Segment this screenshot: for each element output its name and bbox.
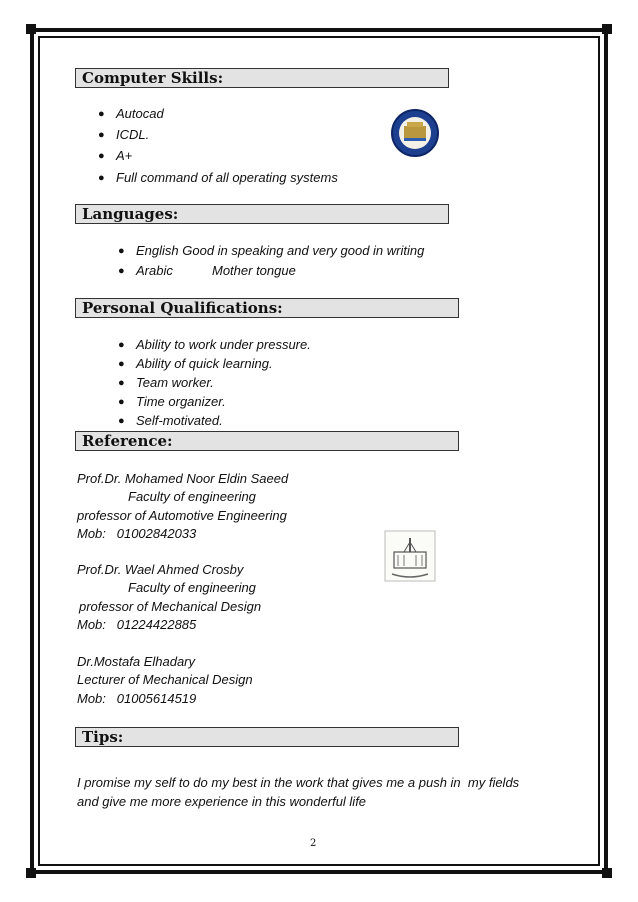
- reference-mobile: Mob: 01005614519: [77, 691, 197, 706]
- list-item: English Good in speaking and very good in writing: [136, 243, 425, 258]
- list-item: A+: [116, 148, 133, 163]
- university-seal-icon: [390, 108, 440, 158]
- page-number: 2: [310, 838, 317, 849]
- corner-ornament: [26, 24, 36, 34]
- list-item: Team worker.: [136, 375, 214, 390]
- bullet: ●: [98, 172, 105, 184]
- corner-ornament: [602, 24, 612, 34]
- reference-faculty: Faculty of engineering: [128, 489, 256, 504]
- reference-faculty: Faculty of engineering: [128, 580, 256, 595]
- section-header-personal-qualifications: Personal Qualifications:: [75, 298, 459, 318]
- bullet: ●: [118, 339, 125, 351]
- reference-name: Prof.Dr. Wael Ahmed Crosby: [77, 562, 244, 577]
- reference-name: Dr.Mostafa Elhadary: [77, 654, 196, 669]
- list-item: Ability to work under pressure.: [136, 337, 311, 352]
- bullet: ●: [118, 358, 125, 370]
- list-item: Time organizer.: [136, 394, 226, 409]
- faculty-building-logo-icon: [384, 530, 436, 582]
- reference-title: professor of Mechanical Design: [79, 599, 262, 614]
- bullet: ●: [98, 150, 105, 162]
- bullet: ●: [98, 129, 105, 141]
- bullet: ●: [118, 245, 125, 257]
- bullet: ●: [118, 415, 125, 427]
- reference-name: Prof.Dr. Mohamed Noor Eldin Saeed: [77, 471, 289, 486]
- reference-mobile: Mob: 01002842033: [77, 526, 197, 541]
- bullet: ●: [118, 396, 125, 408]
- section-header-computer-skills: Computer Skills:: [75, 68, 449, 88]
- bullet: ●: [98, 108, 105, 120]
- section-header-tips: Tips:: [75, 727, 459, 747]
- list-item: ICDL.: [116, 127, 150, 142]
- list-item: Ability of quick learning.: [136, 356, 273, 371]
- list-item: Arabic: [136, 263, 173, 278]
- tips-text-line: and give me more experience in this wonderful life: [77, 794, 367, 809]
- reference-title: Lecturer of Mechanical Design: [77, 672, 253, 687]
- list-item: Self-motivated.: [136, 413, 223, 428]
- tips-text-line: I promise my self to do my best in the work that gives me a push in my fields: [77, 775, 520, 790]
- list-item: Autocad: [116, 106, 164, 121]
- reference-title: professor of Automotive Engineering: [77, 508, 287, 523]
- section-header-reference: Reference:: [75, 431, 459, 451]
- section-header-languages: Languages:: [75, 204, 449, 224]
- reference-mobile: Mob: 01224422885: [77, 617, 197, 632]
- bullet: ●: [118, 265, 125, 277]
- bullet: ●: [118, 377, 125, 389]
- corner-ornament: [26, 868, 36, 878]
- corner-ornament: [602, 868, 612, 878]
- list-item: Mother tongue: [212, 263, 296, 278]
- list-item: Full command of all operating systems: [116, 170, 338, 185]
